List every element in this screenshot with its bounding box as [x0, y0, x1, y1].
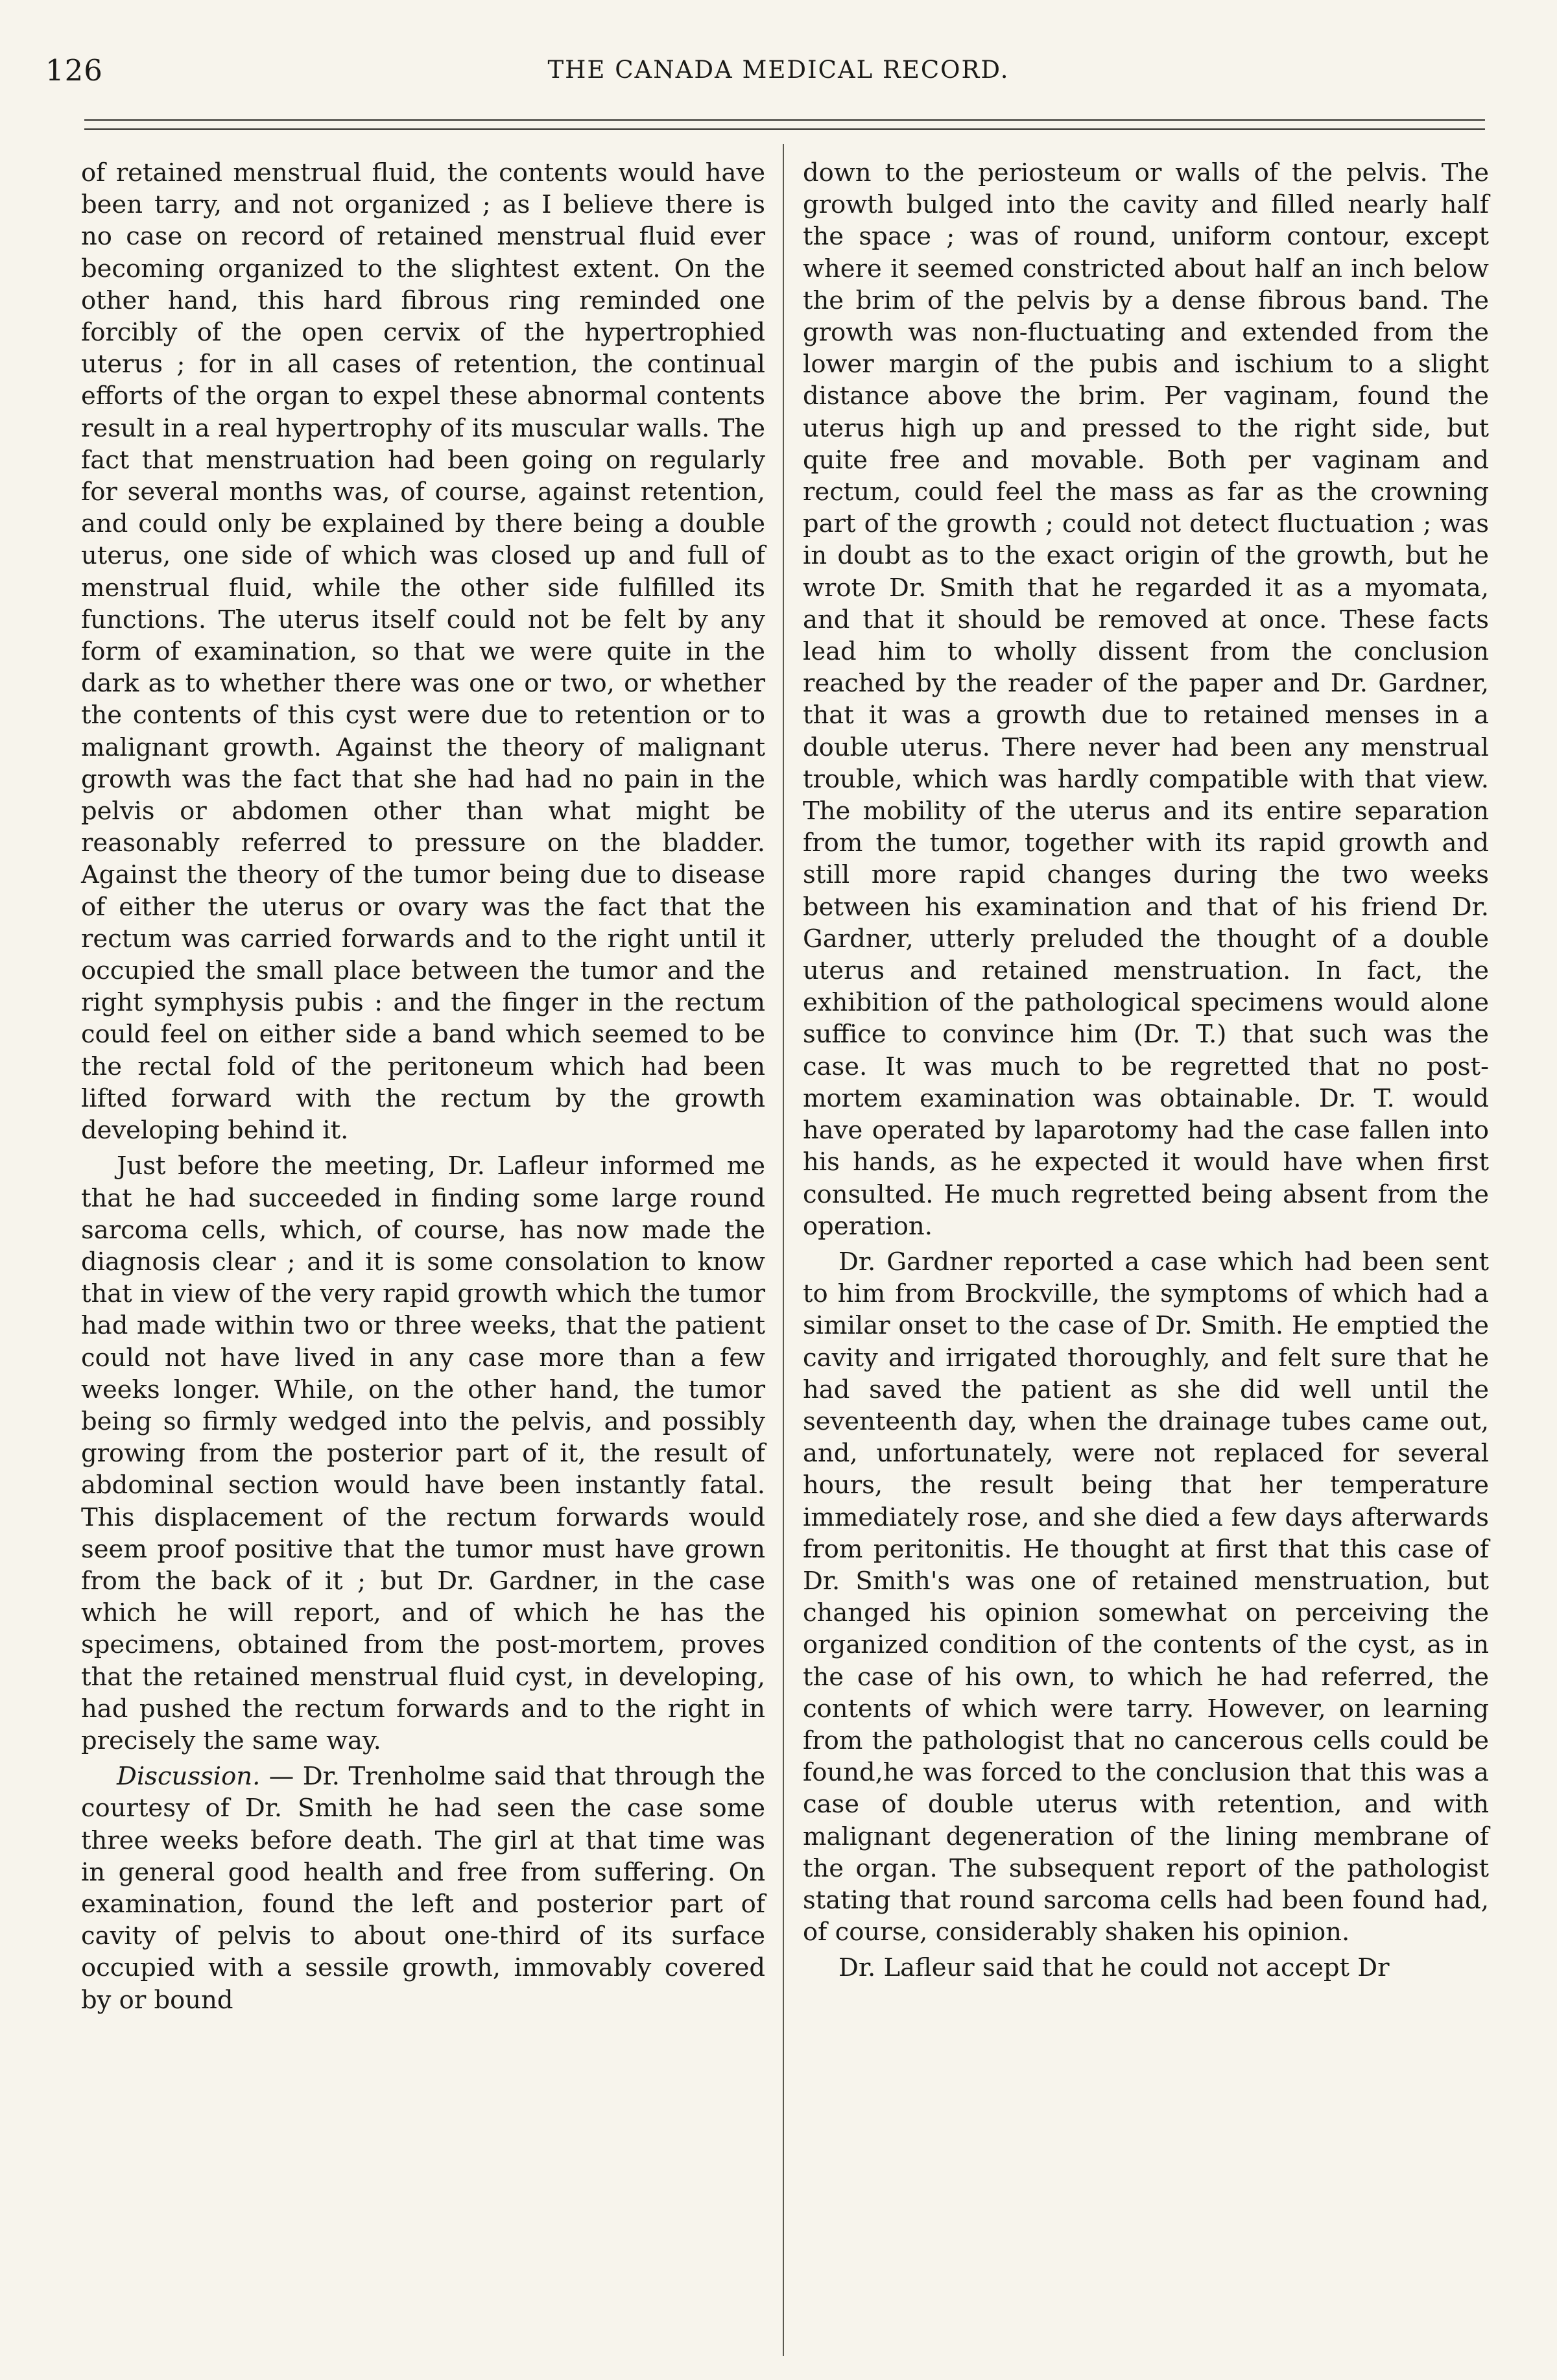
header-rule-top	[84, 119, 1485, 121]
journal-title: THE CANADA MEDICAL RECORD.	[547, 56, 1010, 84]
discussion-body: — Dr. Trenholme said that through the courtesy of Dr. Smith he had seen the case some three weeks before death. The girl at that time was in general good health and free from suffering. On examination, found the left and posterior part of cavity of pelvis to about one-third of its surface occupied with a sessile growth, immovably covered by or bound	[81, 1762, 765, 2015]
left-paragraph-2: Just before the meeting, Dr. Lafleur informed me that he had succeeded in finding some large round sarcoma cells, which, of course, has now made the diagnosis clear ; and it is some consolation to know that in view of the very rapid growth which the tumor had made within two or three weeks, that the patient could not have lived in any case more than a few weeks longer. While, on the other hand, the tumor being so firmly wedged into the pelvis, and possibly growing from the posterior part of it, the result of abdominal section would have been instantly fatal. This displacement of the rectum forwards would seem proof positive that the tumor must have grown from the back of it ; but Dr. Gardner, in the case which he will report, and of which he has the specimens, obtained from the post-mortem, proves that the retained menstrual fluid cyst, in developing, had pushed the rectum forwards and to the right in precisely the same way.	[81, 1151, 765, 1755]
left-paragraph-3	[81, 1761, 765, 2016]
left-column	[81, 157, 765, 2016]
right-paragraph-3: Dr. Lafleur said that he could not accept Dr	[838, 1953, 1390, 1983]
discussion-heading: Discussion.	[117, 1762, 261, 1792]
header-rule-bottom	[84, 128, 1485, 130]
column-divider	[783, 144, 784, 2356]
right-column	[803, 157, 1489, 1984]
page-number: 126	[45, 53, 103, 88]
right-paragraph-2: Dr. Gardner reported a case which had been sent to him from Brockville, the symptoms of which had a similar onset to the case of Dr. Smith. He emptied the cavity and irrigated thoroughly, and felt sure that he had saved the patient as she did well until the seventeenth day, when the drainage tubes came out, and, unfortunately, were not replaced for several hours, the result being that her temperature immediately rose, and she died a few days afterwards from peritonitis. He thought at first that this case of Dr. Smith's was one of retained menstruation, but changed his opinion somewhat on perceiving the organized condition of the contents of the cyst, as in the case of his own, to which he had referred, the contents of which were tarry. However, on learning from the pathologist that no cancerous cells could be found,he was forced to the conclusion that this was a case of double uterus with retention, and with malignant degeneration of the lining membrane of the organ. The subsequent report of the pathologist stating that round sarcoma cells had been found had, of course, considerably shaken his opinion.	[803, 1247, 1489, 1947]
left-paragraph-1: of retained menstrual fluid, the contents would have been tarry, and not organized ; as I believe there is no case on record of retained menstrual fluid ever becoming organized to the slightest extent. On the other hand, this hard fibrous ring reminded one forcibly of the open cervix of the hypertrophied uterus ; for in all cases of retention, the continual efforts of the organ to expel these abnormal contents result in a real hypertrophy of its muscular walls. The fact that menstruation had been going on regularly for several months was, of course, against retention, and could only be explained by there being a double uterus, one side of which was closed up and full of menstrual fluid, while the other side fulfilled its functions. The uterus itself could not be felt by any form of examination, so that we were quite in the dark as to whether there was one or two, or whether the contents of this cyst were due to retention or to malignant growth. Against the theory of malignant growth was the fact that she had had no pain in the pelvis or abdomen other than what might be reasonably referred to pressure on the bladder. Against the theory of the tumor being due to disease of either the uterus or ovary was the fact that the rectum was carried forwards and to the right until it occupied the small place between the tumor and the right symphysis pubis : and the finger in the rectum could feel on either side a band which seemed to be the rectal fold of the peritoneum which had been lifted forward with the rectum by the growth developing behind it.	[81, 158, 765, 1146]
running-head	[45, 53, 1512, 92]
right-paragraph-1: down to the periosteum or walls of the pelvis. The growth bulged into the cavity and filled nearly half the space ; was of round, uniform contour, except where it seemed constricted about half an inch below the brim of the pelvis by a dense fibrous band. The growth was non-fluctuating and extended from the lower margin of the pubis and ischium to a slight distance above the brim. Per vaginam, found the uterus high up and pressed to the right side, but quite free and movable. Both per vaginam and rectum, could feel the mass as far as the crowning part of the growth ; could not detect fluctuation ; was in doubt as to the exact origin of the growth, but he wrote Dr. Smith that he regarded it as a myomata, and that it should be removed at once. These facts lead him to wholly dissent from the conclusion reached by the reader of the paper and Dr. Gardner, that it was a growth due to retained menses in a double uterus. There never had been any menstrual trouble, which was hardly compatible with that view. The mobility of the uterus and its entire separation from the tumor, together with its rapid growth and still more rapid changes during the two weeks between his examination and that of his friend Dr. Gardner, utterly preluded the thought of a double uterus and retained menstruation. In fact, the exhibition of the pathological specimens would alone suffice to convince him (Dr. T.) that such was the case. It was much to be regretted that no post-mortem examination was obtainable. Dr. T. would have operated by laparotomy had the case fallen into his hands, as he expected it would have when first consulted. He much regretted being absent from the operation.	[803, 158, 1489, 1241]
